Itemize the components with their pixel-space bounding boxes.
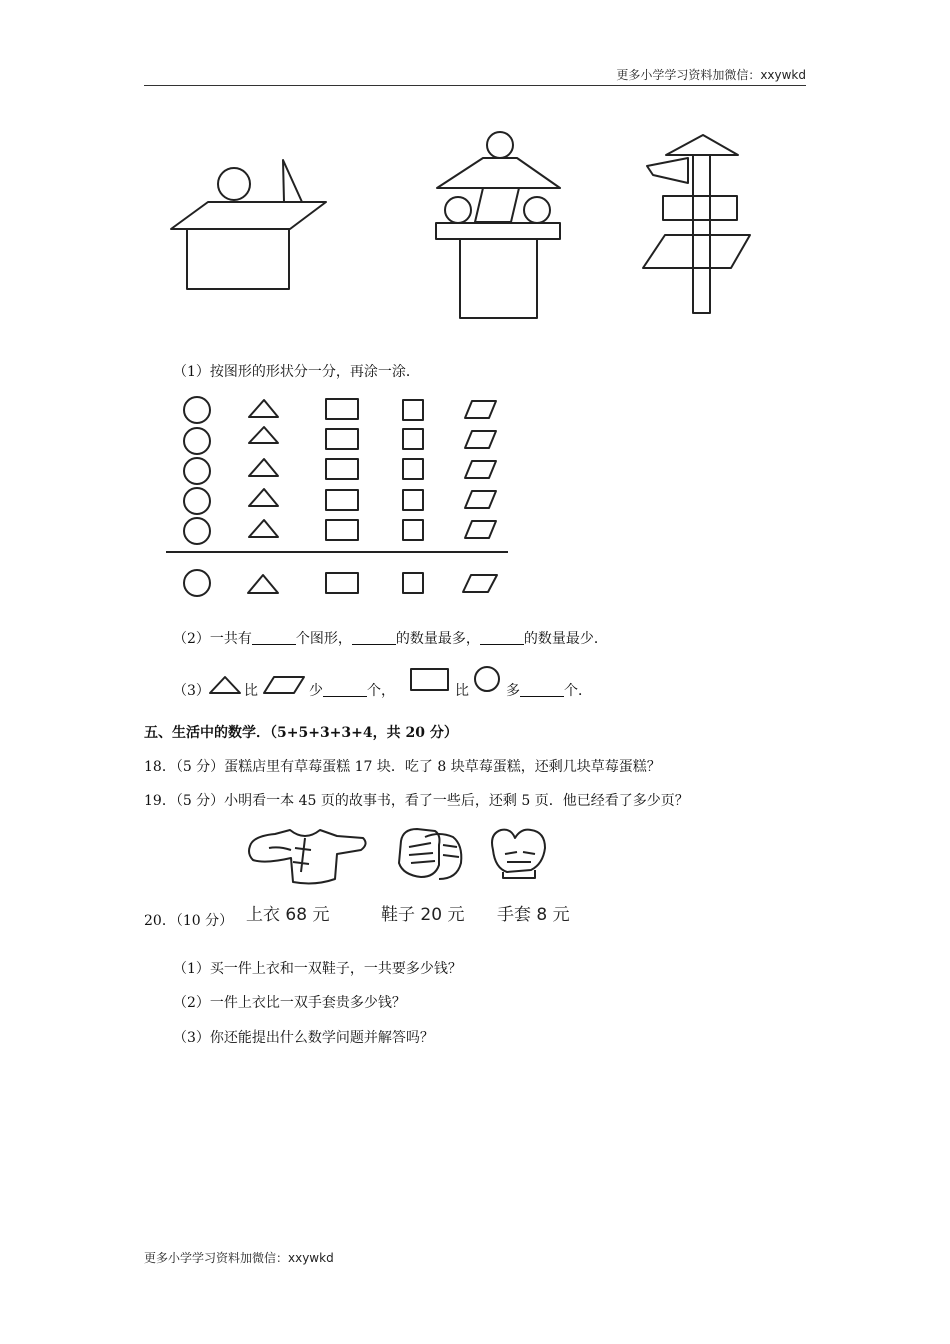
page-footer: 更多小学学习资料加微信：xxywkd: [144, 1251, 334, 1265]
shoes-price-label: 鞋子 20 元: [381, 905, 465, 925]
gloves-icon: [487, 824, 551, 880]
answer-blank[interactable]: [520, 682, 564, 697]
question-20-sub3: （3）你还能提出什么数学问题并解答吗？: [173, 1030, 434, 1046]
gloves-price-label: 手套 8 元: [497, 905, 570, 925]
question-19: 19．（5 分）小明看一本 45 页的故事书，看了一些后，还剩 5 页．他已经看了多少页？: [144, 793, 689, 809]
triangle-column: [249, 400, 278, 537]
header-divider: [144, 85, 806, 86]
question-20-sub1: （1）买一件上衣和一双鞋子，一共要多少钱？: [173, 961, 462, 977]
rectangle-icon: [409, 667, 451, 693]
shape-sorting-chart: [160, 390, 520, 605]
shape-labels-row: [184, 570, 497, 596]
circle-column: [184, 397, 210, 544]
figure-signpost: [640, 128, 750, 318]
part3-question: （3）: [173, 683, 210, 699]
answer-blank[interactable]: [352, 630, 396, 645]
parallelogram-column: [465, 401, 496, 538]
section-five-title: 五、生活中的数学．（5+5+3+3+4，共 20 分）: [144, 725, 458, 741]
triangle-icon: [208, 674, 242, 696]
answer-blank[interactable]: [480, 630, 524, 645]
figure-house: [160, 150, 335, 300]
page-header: 更多小学学习资料加微信：xxywkd: [616, 68, 806, 82]
part2-question: （2）一共有 个图形， 的数量最多， 的数量最少．: [173, 631, 608, 647]
figure-pavilion: [430, 125, 570, 325]
jacket-price-label: 上衣 68 元: [246, 905, 330, 925]
compare-word: 比: [244, 683, 258, 699]
part3-less: 少 个，: [309, 683, 395, 699]
jacket-icon: [245, 824, 370, 889]
question-18: 18．（5 分）蛋糕店里有草莓蛋糕 17 块．吃了 8 块草莓蛋糕，还剩几块草莓蛋糕？: [144, 759, 661, 775]
question-20-sub2: （2）一件上衣比一双手套贵多少钱？: [173, 995, 406, 1011]
rectangle-column: [326, 399, 358, 540]
square-column: [403, 400, 423, 540]
question-20-label: 20．（10 分）: [144, 913, 234, 929]
circle-icon: [472, 664, 504, 694]
compare-word: 比: [455, 683, 469, 699]
part3-more: 多 个．: [506, 683, 592, 699]
part1-instruction: （1）按图形的形状分一分，再涂一涂．: [173, 364, 420, 380]
shoes-icon: [395, 823, 467, 885]
parallelogram-icon: [262, 674, 306, 696]
answer-blank[interactable]: [252, 630, 296, 645]
answer-blank[interactable]: [323, 682, 367, 697]
